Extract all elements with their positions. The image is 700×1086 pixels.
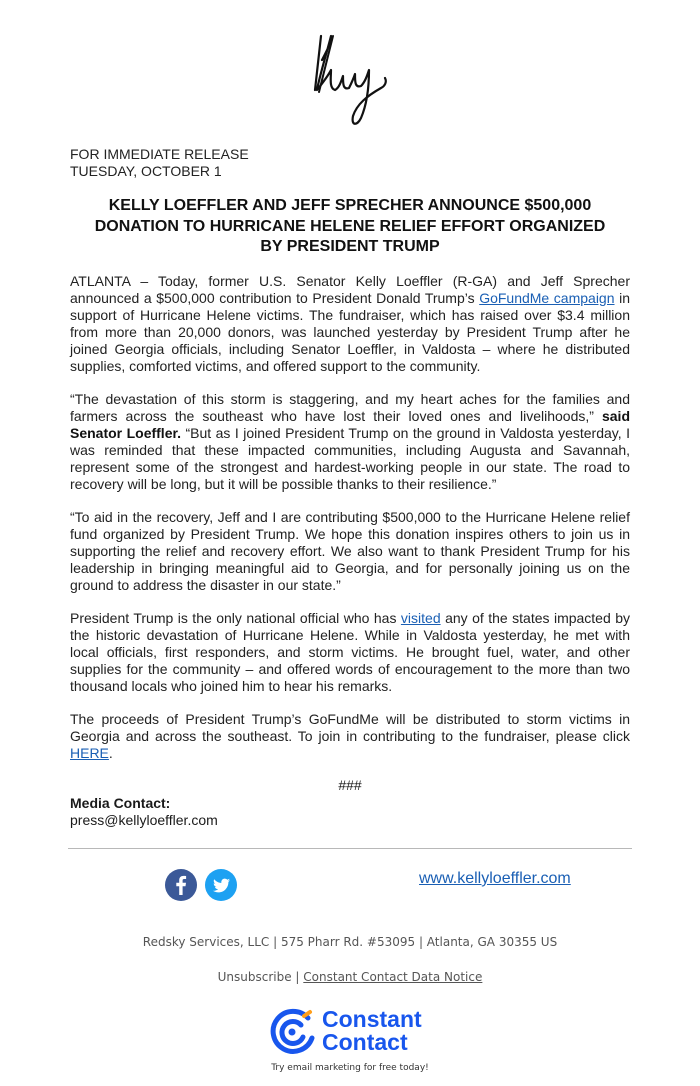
paragraph-1-text-b: in support of Hurricane Helene victims. The fundraiser, which has raised over $3.4 million from more than 20,000 donors, was launched yesterday by President Trump after he joined Georgia officials, including Senator Loeffler, in Valdosta – where he distributed supplies, comforted victims, and offered support to the community. (70, 290, 630, 374)
paragraph-4-text-b: any of the states impacted by the historic devastation of Hurricane Helene. While in Valdosta yesterday, he met with local officials, first responders, and storm victims. He brought fuel, water, and other supplies for the community – and offered words of encouragement to the more than two thousand locals who joined him to hear his remarks. (70, 610, 631, 694)
headline (70, 196, 630, 258)
constant-contact-logo[interactable] (270, 1008, 440, 1058)
media-contact-email: press@kellyloeffler.com (70, 812, 218, 828)
paragraph-3: “To aid in the recovery, Jeff and I are contributing $500,000 to the Hurricane Helene relief fund organized by President Trump. We hope this donation inspires others to join us in supporting the relief and recovery effort. We also want to thank President Trump for his leadership in bringing meaningful aid to Georgia, and for personally joining us on the ground to address the disaster in our state.” (70, 509, 630, 593)
unsubscribe-link[interactable]: Unsubscribe (217, 970, 292, 984)
unsubscribe-row (0, 969, 700, 985)
headline-line-1: KELLY LOEFFLER AND JEFF SPRECHER ANNOUNCE $500,000 (108, 197, 592, 214)
release-label: FOR IMMEDIATE RELEASE (70, 146, 249, 162)
paragraph-5-text-b: . (108, 745, 113, 761)
paragraph-1 (70, 273, 630, 375)
headline-line-3: BY PRESIDENT TRUMP (260, 238, 440, 255)
constant-contact-tagline[interactable]: Try email marketing for free today! (271, 1063, 429, 1073)
paragraph-5-text-a: The proceeds of President Trump’s GoFundMe will be distributed to storm victims in Georgia and across the southeast. To join in contributing to the fundraiser, please click (70, 711, 630, 744)
end-marker: ### (338, 777, 362, 793)
constant-contact-mark-icon (270, 1008, 318, 1056)
facebook-icon (165, 869, 197, 901)
paragraph-4-text-a: President Trump is the only national official who has (70, 610, 401, 626)
data-notice-link[interactable]: Constant Contact Data Notice (303, 970, 483, 984)
website-link[interactable]: www.kellyloeffler.com (419, 870, 571, 887)
quote-attribution: said Senator Loeffler. (70, 408, 630, 441)
paragraph-1-text-a: ATLANTA – Today, former U.S. Senator Kelly Loeffler (R-GA) and Jeff Sprecher announced a $500,000 contribution to President Donald Trump’s (70, 273, 630, 306)
paragraph-2 (70, 391, 630, 493)
twitter-button[interactable] (205, 869, 237, 901)
twitter-icon (205, 869, 237, 901)
facebook-button[interactable] (165, 869, 197, 901)
paragraph-5 (70, 711, 630, 762)
kelly-signature-logo (305, 30, 395, 130)
headline-line-2: DONATION TO HURRICANE HELENE RELIEF EFFORT ORGANIZED (94, 217, 606, 235)
paragraph-4 (70, 610, 630, 695)
gofundme-campaign-link[interactable]: GoFundMe campaign (479, 290, 615, 306)
paragraph-2-text-a: “The devastation of this storm is staggering, and my heart aches for the families and farmers across the southeast who have lost their loved ones and livelihoods,” (70, 391, 630, 424)
footer-divider (68, 848, 632, 849)
release-date: TUESDAY, OCTOBER 1 (70, 163, 222, 179)
paragraph-2-text-b: “But as I joined President Trump on the ground in Valdosta yesterday, I was reminded that these impacted communities, including Augusta and Savannah, represent some of the strongest and hardest-working people in our state. The road to recovery will be long, but it will be possible thanks to their resilience.” (70, 425, 630, 492)
media-contact-label: Media Contact: (70, 795, 171, 811)
wordmark-line-1: Constant (322, 1006, 422, 1032)
wordmark-line-2: Contact (322, 1029, 408, 1055)
visited-link[interactable]: visited (400, 610, 441, 626)
constant-contact-wordmark (322, 1008, 422, 1054)
release-dateline (70, 146, 249, 180)
unsubscribe-separator: | (295, 970, 300, 984)
here-link[interactable]: HERE (70, 745, 109, 761)
sender-address: Redsky Services, LLC | 575 Pharr Rd. #53095 | Atlanta, GA 30355 US (142, 935, 558, 949)
